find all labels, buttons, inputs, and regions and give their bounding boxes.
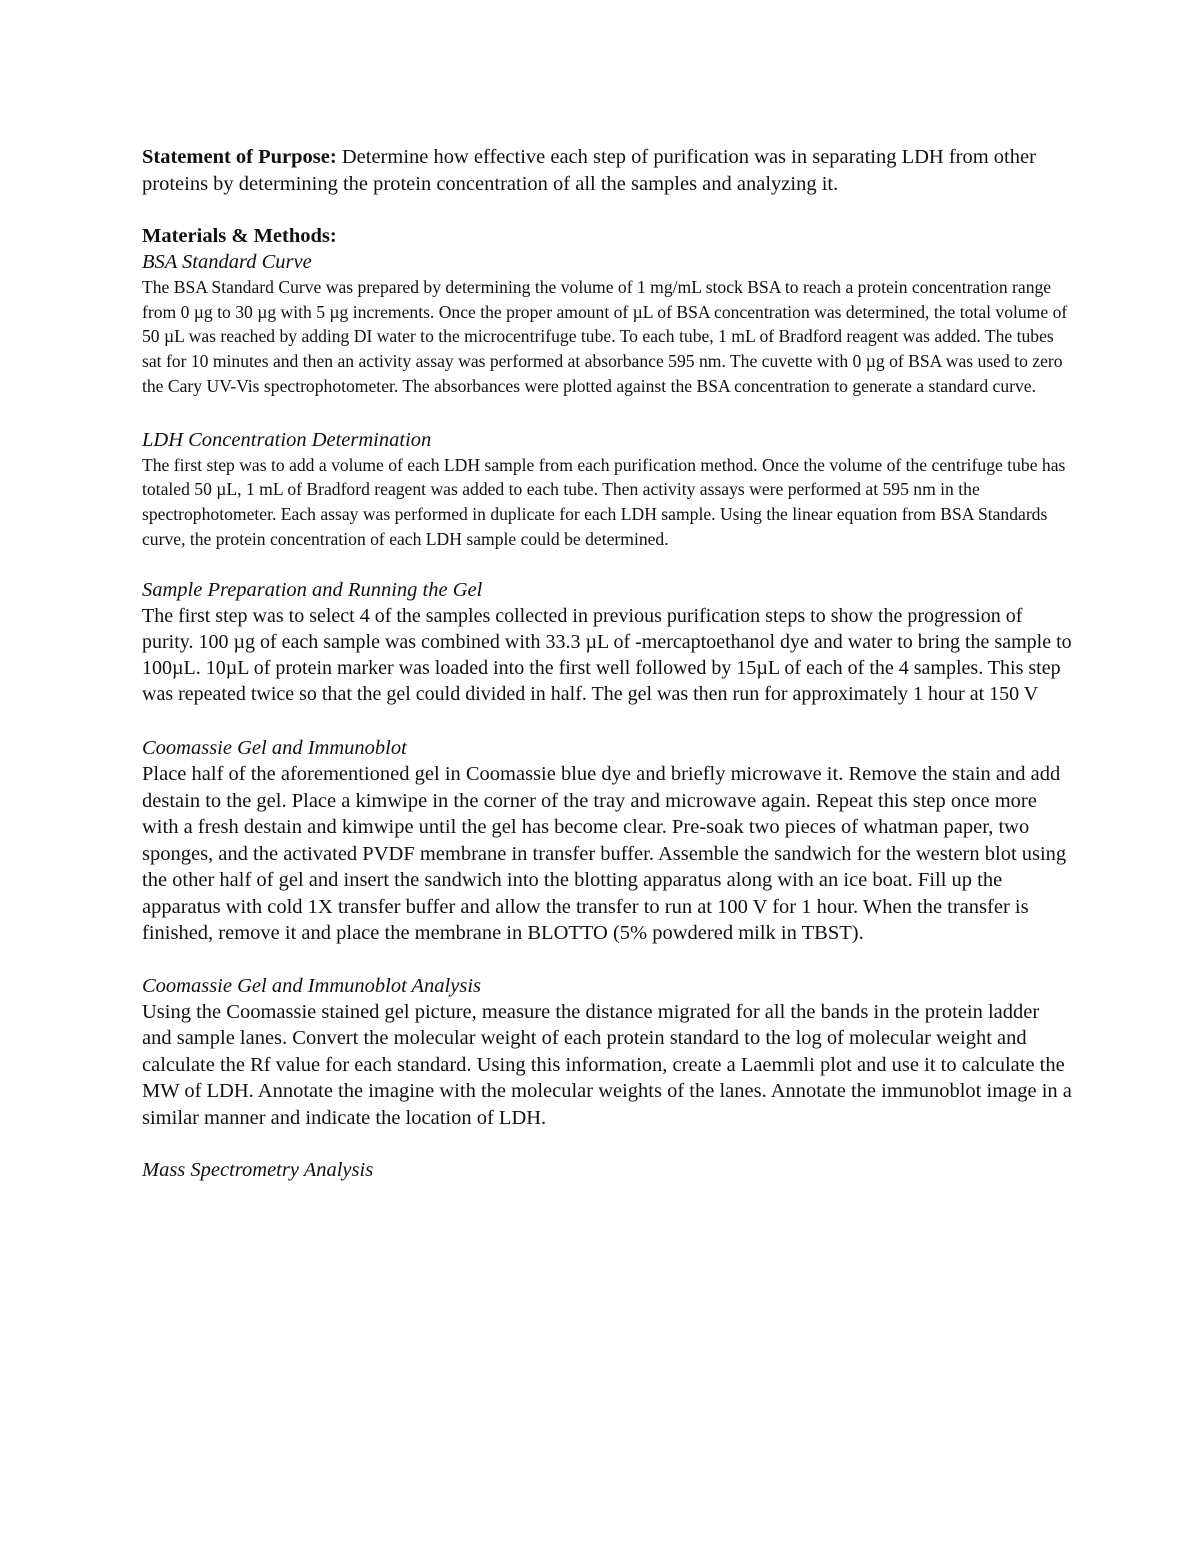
- coomassie-analysis-body: Using the Coomassie stained gel picture, measure the distance migrated for all the bands in the protein ladder and sample lanes. Convert the molecular weight of each protein standard to the log of molecular weight and calculate the Rf value for each standard. Using this information, create a Laemmli plot and use it to calculate the MW of LDH. Annotate the imagine with the molecular weights of the lanes. Annotate the immunoblot image in a similar manner and indicate the location of LDH.: [142, 1000, 1072, 1129]
- purpose-label: Statement of Purpose:: [142, 146, 337, 168]
- document-content: [142, 142, 1072, 1183]
- bsa-standard-curve-body: The BSA Standard Curve was prepared by determining the volume of 1 mg/mL stock BSA to reach a protein concentration range from 0 µg to 30 µg with 5 µg increments. Once the proper amount of µL of BSA concentration was determined, the total volume of 50 µL was reached by adding DI water to the microcentrifuge tube. To each tube, 1 mL of Bradford reagent was added. The tubes sat for 10 minutes and then an activity assay was performed at absorbance 595 nm. The cuvette with 0 µg of BSA was used to zero the Cary UV-Vis spectrophotometer. The absorbances were plotted against the BSA concentration to generate a standard curve.: [142, 277, 1068, 396]
- coomassie-analysis-section: [142, 973, 1072, 1132]
- coomassie-immunoblot-section: [142, 735, 1072, 947]
- coomassie-immunoblot-heading: Coomassie Gel and Immunoblot: [142, 737, 407, 760]
- bsa-standard-curve-heading: BSA Standard Curve: [142, 251, 312, 273]
- sample-preparation-heading: Sample Preparation and Running the Gel: [142, 579, 483, 602]
- coomassie-analysis-heading: Coomassie Gel and Immunoblot Analysis: [142, 974, 482, 997]
- ldh-concentration-body: The first step was to add a volume of each LDH sample from each purification method. Once the volume of the centrifuge tube has totaled 50 µL, 1 mL of Bradford reagent was added to each tube. Then activity assays were performed at 595 nm in the spectrophotometer. Each assay was performed in duplicate for each LDH sample. Using the linear equation from BSA Standards curve, the protein concentration of each LDH sample could be determined.: [142, 454, 1066, 549]
- ldh-concentration-section: [142, 427, 1072, 552]
- statement-of-purpose: [142, 144, 1072, 197]
- materials-methods-heading: Materials & Methods:: [142, 225, 337, 247]
- materials-methods-section: [142, 223, 1072, 399]
- purpose-text: Determine how effective each step of purification was in separating LDH from other proteins by determining the protein concentration of all the samples and analyzing it.: [142, 146, 1036, 195]
- coomassie-immunoblot-body: Place half of the aforementioned gel in Coomassie blue dye and briefly microwave it. Remove the stain and add destain to the gel. Place a kimwipe in the corner of the tray and microwave again. Repeat this step once more with a fresh destain and kimwipe until the gel has become clear. Pre-soak two pieces of whatman paper, two sponges, and the activated PVDF membrane in transfer buffer. Assemble the sandwich for the western blot using the other half of gel and insert the sandwich into the blotting apparatus along with an ice boat. Fill up the apparatus with cold 1X transfer buffer and allow the transfer to run at 100 V for 1 hour. When the transfer is finished, remove it and place the membrane in BLOTTO (5% powdered milk in TBST).: [142, 763, 1067, 945]
- mass-spectrometry-heading: Mass Spectrometry Analysis: [142, 1159, 374, 1182]
- sample-preparation-body: The first step was to select 4 of the samples collected in previous purification steps to show the progression of purity. 100 µg of each sample was combined with 33.3 µL of -mercaptoethanol dye and water to bring the sample to 100µL. 10µL of protein marker was loaded into the first well followed by 15µL of each of the 4 samples. This step was repeated twice so that the gel could divided in half. The gel was then run for approximately 1 hour at 150 V: [142, 605, 1072, 706]
- ldh-concentration-heading: LDH Concentration Determination: [142, 428, 432, 451]
- sample-preparation-section: [142, 577, 1072, 707]
- mass-spectrometry-section: [142, 1157, 1072, 1183]
